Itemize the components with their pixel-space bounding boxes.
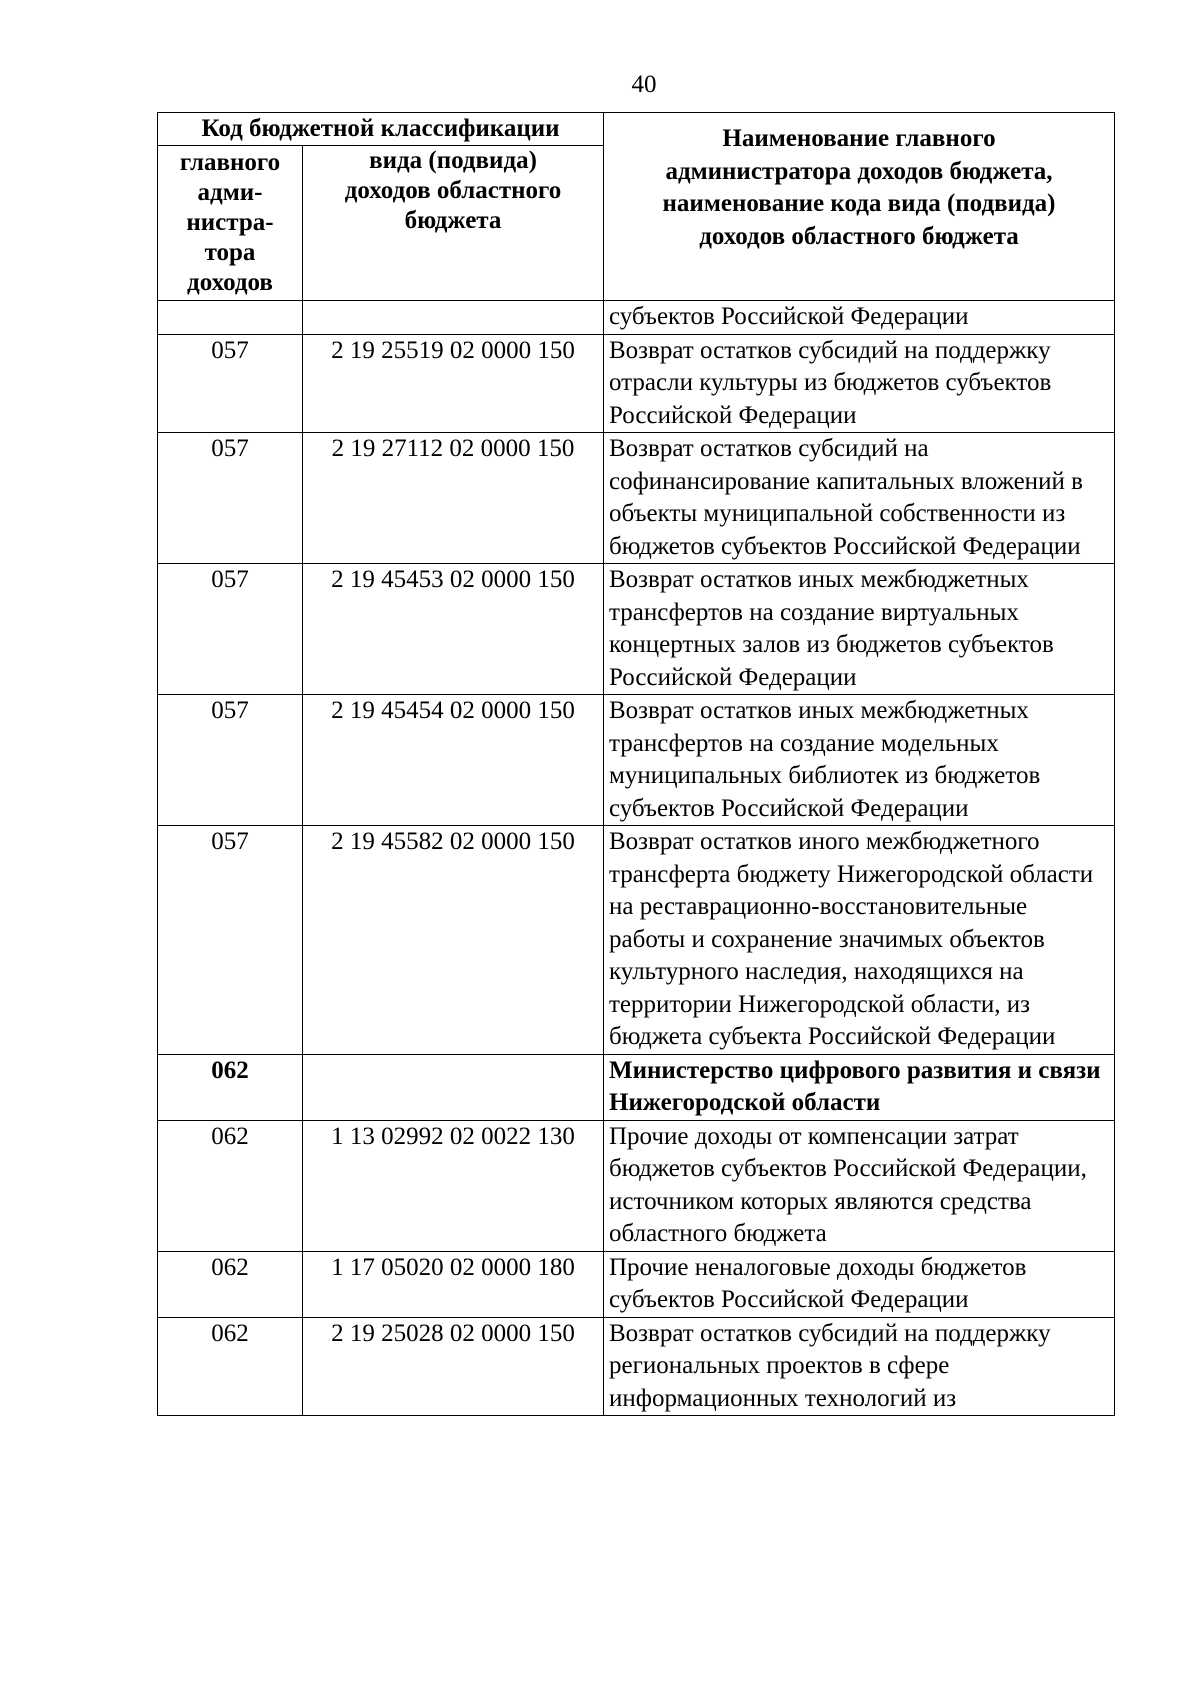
page-number: 40: [631, 71, 657, 98]
income-code-cell: [303, 1054, 604, 1120]
table-row: [158, 433, 1115, 564]
table-row: [158, 1317, 1115, 1416]
income-name-cell: Прочие неналоговые доходы бюджетов субъектов Российской Федерации: [604, 1251, 1115, 1317]
header-code-line: бюджета: [404, 207, 502, 234]
header-admin-line: главного: [179, 149, 281, 176]
table-row: [158, 564, 1115, 695]
budget-classification-table: [157, 112, 1115, 1416]
income-code-cell: 1 17 05020 02 0000 180: [303, 1251, 604, 1317]
income-name-cell: Возврат остатков иного межбюджетного трансферта бюджету Нижегородской области на реставрационно-восстановительные работы и сохранение значимых объектов культурного наследия, находящихся на территории Нижегородской области, из бюджета субъекта Российской Федерации: [604, 826, 1115, 1055]
header-code-line: доходов областного: [344, 177, 562, 204]
income-name-cell: Возврат остатков субсидий на поддержку региональных проектов в сфере информационных технологий из: [604, 1317, 1115, 1416]
table-row: [158, 334, 1115, 433]
admin-code-cell: 057: [158, 433, 303, 564]
admin-code-cell: 057: [158, 695, 303, 826]
admin-code-cell: 057: [158, 826, 303, 1055]
income-code-cell: 2 19 45454 02 0000 150: [303, 695, 604, 826]
admin-code-cell: 062: [158, 1251, 303, 1317]
income-name-cell: Прочие доходы от компенсации затрат бюджетов субъектов Российской Федерации, источником которых являются средства областного бюджета: [604, 1120, 1115, 1251]
income-name-cell: Возврат остатков иных межбюджетных трансфертов на создание виртуальных концертных залов из бюджетов субъектов Российской Федерации: [604, 564, 1115, 695]
header-name-line: доходов областного бюджета: [699, 222, 1019, 250]
header-admin-line: тора: [204, 239, 256, 266]
table-row: [158, 1251, 1115, 1317]
table-row: [158, 1120, 1115, 1251]
income-code-cell: [303, 301, 604, 335]
header-code-line: вида (подвида): [369, 147, 537, 174]
admin-code-cell: 062: [158, 1120, 303, 1251]
table-row: [158, 695, 1115, 826]
administrator-name-cell: Министерство цифрового развития и связи Нижегородской области: [604, 1054, 1115, 1120]
income-name-cell: субъектов Российской Федерации: [604, 301, 1115, 335]
administrator-row: [158, 1054, 1115, 1120]
header-name-line: Наименование главного: [722, 125, 996, 152]
admin-code-cell: 062: [158, 1317, 303, 1416]
table-row: [158, 826, 1115, 1055]
admin-code-cell: 062: [158, 1054, 303, 1120]
header-admin-line: нистра-: [186, 209, 274, 236]
header-name-column: [604, 113, 1115, 301]
income-code-cell: 2 19 25519 02 0000 150: [303, 334, 604, 433]
admin-code-cell: 057: [158, 334, 303, 433]
income-code-cell: 1 13 02992 02 0022 130: [303, 1120, 604, 1251]
header-name-line: наименование кода вида (подвида): [662, 190, 1056, 217]
header-code-group: Код бюджетной классификации: [158, 113, 604, 146]
header-admin-line: доходов: [187, 269, 273, 296]
income-name-cell: Возврат остатков иных межбюджетных трансфертов на создание модельных муниципальных библиотек из бюджетов субъектов Российской Федерации: [604, 695, 1115, 826]
admin-code-cell: [158, 301, 303, 335]
income-code-cell: 2 19 27112 02 0000 150: [303, 433, 604, 564]
admin-code-cell: 057: [158, 564, 303, 695]
income-name-cell: Возврат остатков субсидий на поддержку отрасли культуры из бюджетов субъектов Российской Федерации: [604, 334, 1115, 433]
header-code-column: [303, 146, 604, 301]
table-row: [158, 301, 1115, 335]
header-admin-line: адми-: [197, 179, 263, 206]
header-name-line: администратора доходов бюджета,: [665, 157, 1053, 185]
income-code-cell: 2 19 25028 02 0000 150: [303, 1317, 604, 1416]
income-code-cell: 2 19 45582 02 0000 150: [303, 826, 604, 1055]
header-admin-column: [158, 146, 303, 301]
income-code-cell: 2 19 45453 02 0000 150: [303, 564, 604, 695]
income-name-cell: Возврат остатков субсидий на софинансирование капитальных вложений в объекты муниципальной собственности из бюджетов субъектов Российской Федерации: [604, 433, 1115, 564]
